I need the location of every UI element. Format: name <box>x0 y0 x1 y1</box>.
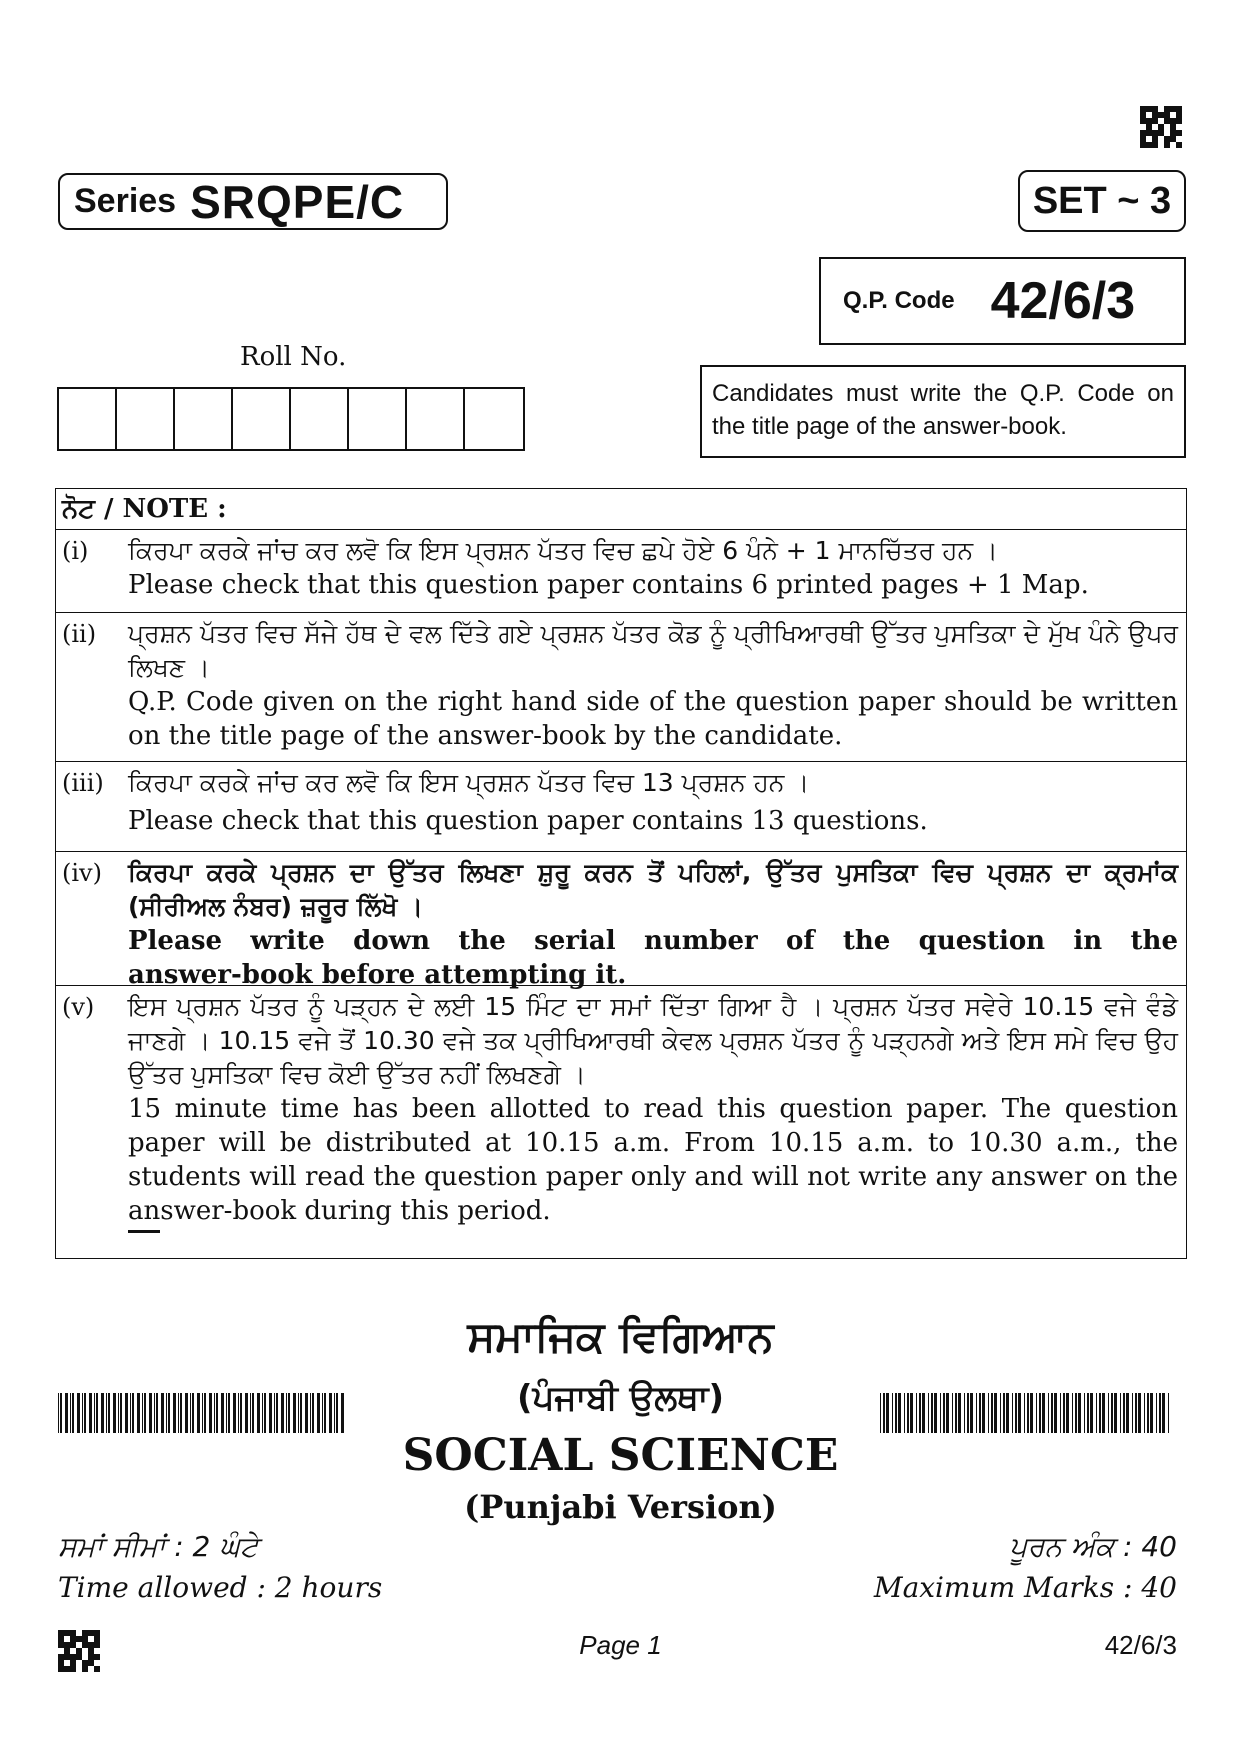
roll-cell[interactable] <box>233 389 291 449</box>
set-box: SET ~ 3 <box>1018 170 1186 232</box>
notes-heading: ਨੋਟ / NOTE : <box>56 489 1186 530</box>
subject-subtitle-punjabi: (ਪੰਜਾਬੀ ਉਲਥਾ) <box>516 1378 725 1418</box>
roll-cell[interactable] <box>291 389 349 449</box>
note-text-punjabi: ਕਿਰਪਾ ਕਰਕੇ ਜਾਂਚ ਕਰ ਲਵੋ ਕਿ ਇਸ ਪ੍ਰਸ਼ਨ ਪੱਤਰ ਵਿਚ ਛਪੇ ਹੋਏ 6 ਪੰਨੇ + 1 ਮਾਨਚਿੱਤਰ ਹਨ । <box>128 536 998 565</box>
footer-code: 42/6/3 <box>1104 1630 1177 1660</box>
dash-mark <box>128 1230 160 1233</box>
page-number: Page 1 <box>579 1630 662 1660</box>
series-box <box>58 173 448 230</box>
max-marks-english: Maximum Marks : 40 <box>873 1571 1177 1604</box>
notes-table <box>55 488 1187 1259</box>
note-item <box>56 986 1186 1258</box>
note-number: (v) <box>62 993 95 1021</box>
series-value: SRQPE/C <box>190 175 405 228</box>
qp-code-value: 42/6/3 <box>990 272 1136 330</box>
note-text-english-line2: answer-book before attempting it. <box>128 960 627 990</box>
time-allowed-punjabi: ਸਮਾਂ ਸੀਮਾਂ : 2 ਘੰਟੇ <box>58 1530 259 1563</box>
note-text-english-line1: Please write down the serial number of the question in the <box>128 926 1178 956</box>
note-number: (i) <box>62 537 89 565</box>
note-text-punjabi: ਕਿਰਪਾ ਕਰਕੇ ਪ੍ਰਸ਼ਨ ਦਾ ਉੱਤਰ ਲਿਖਣਾ ਸ਼ੁਰੂ ਕਰਨ ਤੋਂ ਪਹਿਲਾਂ, ਉੱਤਰ ਪੁਸਤਿਕਾ ਵਿਚ ਪ੍ਰਸ਼ਨ ਦਾ ਕ੍ਰਮਾਂਕ (ਸੀਰੀਅਲ ਨੰਬਰ) ਜ਼ਰੂਰ ਲਿੱਖੋ । <box>128 858 1178 921</box>
note-item <box>56 613 1186 762</box>
roll-number-label: Roll No. <box>240 342 347 372</box>
note-text-punjabi: ਇਸ ਪ੍ਰਸ਼ਨ ਪੱਤਰ ਨੂੰ ਪੜ੍ਹਨ ਦੇ ਲਈ 15 ਮਿੰਟ ਦਾ ਸਮਾਂ ਦਿੱਤਾ ਗਿਆ ਹੈ । ਪ੍ਰਸ਼ਨ ਪੱਤਰ ਸਵੇਰੇ 10.15 ਵਜੇ ਵੰਡੇ ਜਾਣਗੇ । 10.15 ਵਜੇ ਤੋਂ 10.30 ਵਜੇ ਤਕ ਪ੍ਰੀਖਿਆਰਥੀ ਕੇਵਲ ਪ੍ਰਸ਼ਨ ਪੱਤਰ ਨੂੰ ਪੜ੍ਹਨਗੇ ਅਤੇ ਇਸ ਸਮੇ ਵਿਚ ਉਹ ਉੱਤਰ ਪੁਸਤਿਕਾ ਵਿਚ ਕੋਈ ਉੱਤਰ ਨਹੀਂ ਲਿਖਣਗੇ । <box>128 992 1178 1089</box>
note-item <box>56 530 1186 613</box>
qp-code-box <box>819 257 1186 345</box>
roll-cell[interactable] <box>407 389 465 449</box>
roll-cell[interactable] <box>117 389 175 449</box>
note-number: (iii) <box>62 769 104 797</box>
time-allowed-english: Time allowed : 2 hours <box>58 1571 383 1604</box>
series-label: Series <box>74 182 177 220</box>
max-marks-punjabi: ਪੂਰਨ ਅੰਕ : 40 <box>1009 1530 1177 1563</box>
qr-code-top <box>1140 106 1182 148</box>
note-text-english: Please check that this question paper contains 13 questions. <box>128 806 928 836</box>
note-number: (ii) <box>62 620 97 648</box>
qp-code-label: Q.P. Code <box>843 287 955 314</box>
note-text-english: 15 minute time has been allotted to read this question paper. The question paper will be distributed at 10.15 a.m. From 10.15 a.m. to 10.30 a.m., the students will read the question paper only and will not write any answer on the answer-book during this period. <box>128 1094 1178 1226</box>
note-text-english: Q.P. Code given on the right hand side of the question paper should be written on the title page of the answer-book by the candidate. <box>128 687 1178 751</box>
note-text-punjabi: ਕਿਰਪਾ ਕਰਕੇ ਜਾਂਚ ਕਰ ਲਵੋ ਕਿ ਇਸ ਪ੍ਰਸ਼ਨ ਪੱਤਰ ਵਿਚ 13 ਪ੍ਰਸ਼ਨ ਹਨ । <box>128 768 810 797</box>
note-item <box>56 852 1186 990</box>
roll-number-grid <box>57 387 525 451</box>
roll-cell[interactable] <box>465 389 523 449</box>
note-text-english: Please check that this question paper contains 6 printed pages + 1 Map. <box>128 570 1089 600</box>
subject-title-punjabi: ਸਮਾਜਿਕ ਵਿਗਿਆਨ <box>467 1312 774 1361</box>
note-item <box>56 762 1186 852</box>
roll-cell[interactable] <box>59 389 117 449</box>
subject-title-english: SOCIAL SCIENCE <box>402 1430 839 1481</box>
roll-cell[interactable] <box>349 389 407 449</box>
roll-cell[interactable] <box>175 389 233 449</box>
candidates-note: Candidates must write the Q.P. Code on the title page of the answer-book. <box>700 365 1186 458</box>
note-number: (iv) <box>62 859 102 887</box>
subject-subtitle-english: (Punjabi Version) <box>464 1488 777 1526</box>
note-text-punjabi: ਪ੍ਰਸ਼ਨ ਪੱਤਰ ਵਿਚ ਸੱਜੇ ਹੱਥ ਦੇ ਵਲ ਦਿੱਤੇ ਗਏ ਪ੍ਰਸ਼ਨ ਪੱਤਰ ਕੋਡ ਨੂੰ ਪ੍ਰੀਖਿਆਰਥੀ ਉੱਤਰ ਪੁਸਤਿਕਾ ਦੇ ਮੁੱਖ ਪੰਨੇ ਉਪਰ ਲਿਖਣ । <box>128 619 1178 682</box>
